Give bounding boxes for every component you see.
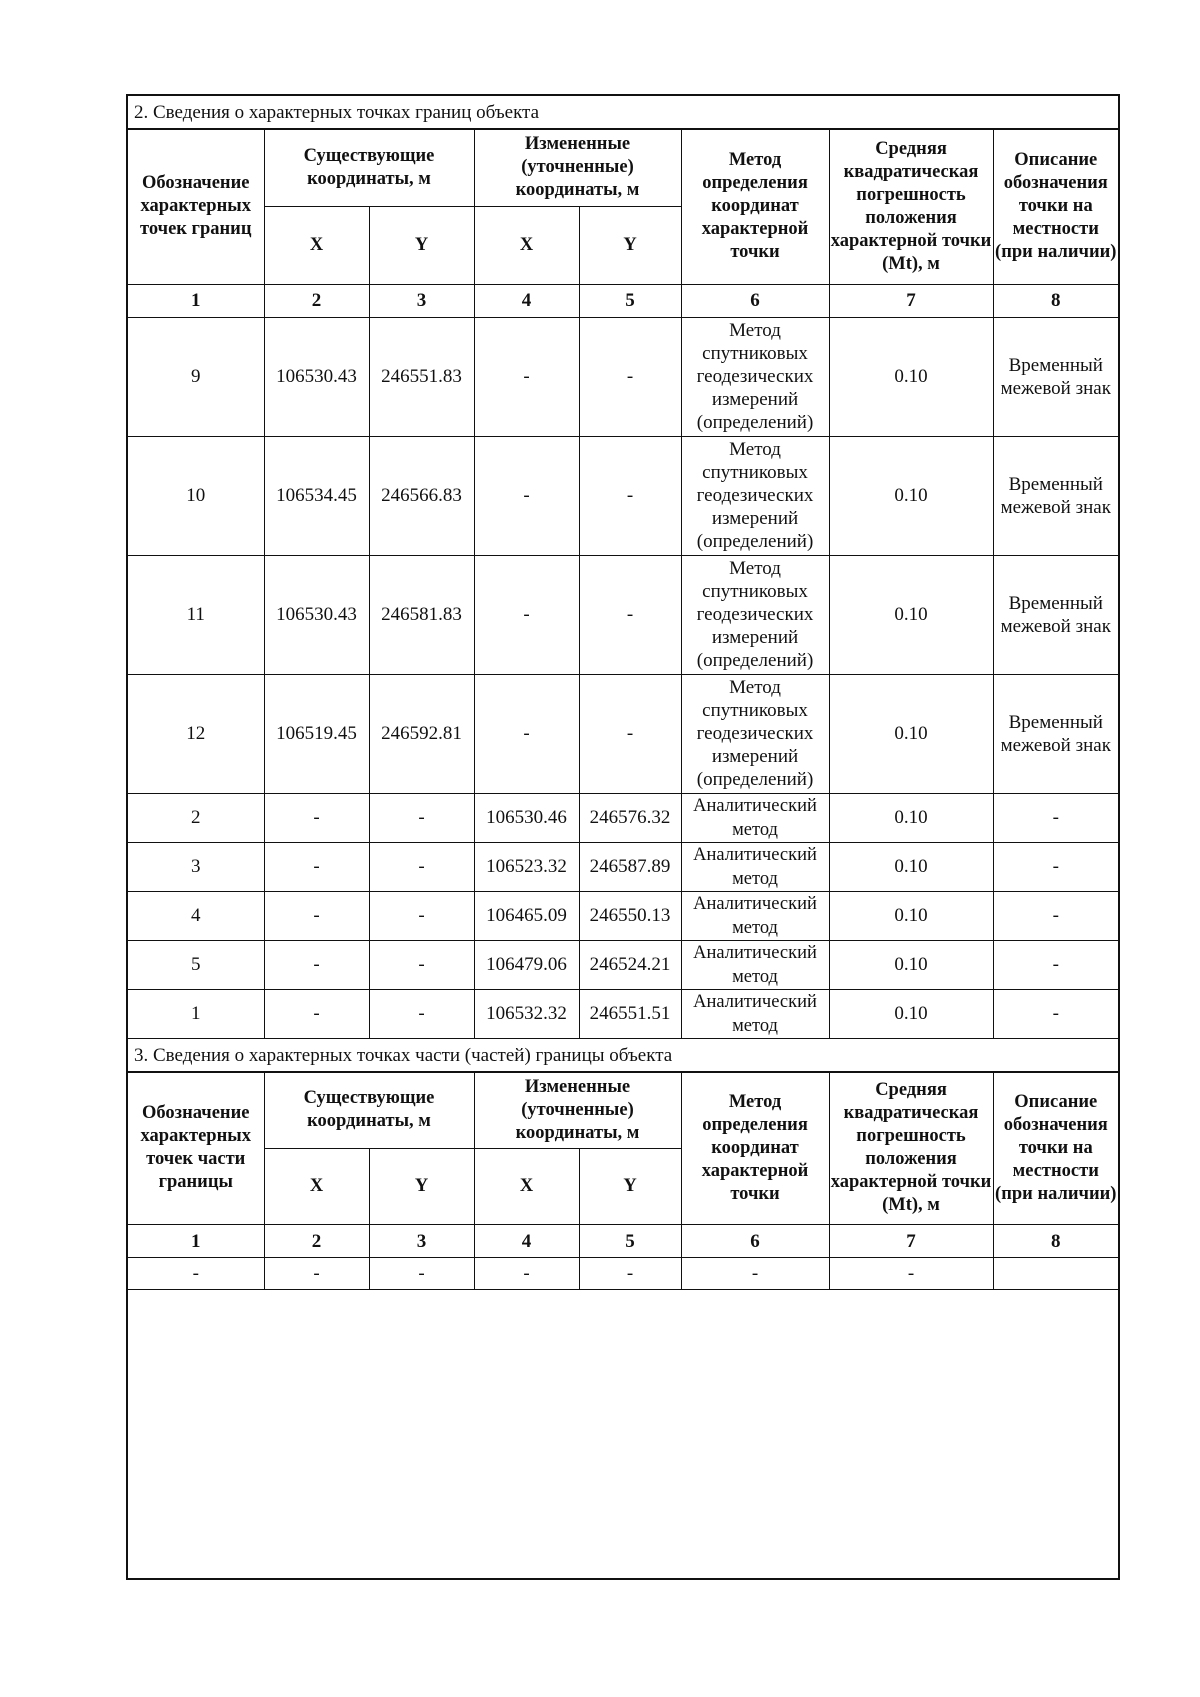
column-number-row (128, 284, 1118, 317)
existing-y: - (369, 940, 474, 989)
changed-x: - (474, 674, 579, 793)
header-changed-y: Y (579, 1149, 681, 1225)
table-row (128, 940, 1118, 989)
column-number: 4 (474, 1225, 579, 1258)
point-description: Временный межевой знак (993, 674, 1118, 793)
point-id: 12 (128, 674, 264, 793)
mean-error: 0.10 (829, 555, 993, 674)
point-id: 5 (128, 940, 264, 989)
point-id: 2 (128, 793, 264, 842)
method: Аналитический метод (681, 842, 829, 891)
method: Метод спутниковых геодезических измерений (определений) (681, 674, 829, 793)
existing-x: - (264, 793, 369, 842)
existing-x: 106534.45 (264, 436, 369, 555)
method: Метод спутниковых геодезических измерений (определений) (681, 317, 829, 436)
header-mean-error: Средняя квадратическая погрешность положения характерной точки (Mt), м (829, 130, 993, 284)
method: Аналитический метод (681, 940, 829, 989)
header-changed-x: X (474, 206, 579, 284)
method: - (681, 1258, 829, 1290)
changed-y: 246524.21 (579, 940, 681, 989)
changed-x: - (474, 555, 579, 674)
point-id: 9 (128, 317, 264, 436)
method: Аналитический метод (681, 989, 829, 1038)
table-row (128, 555, 1118, 674)
method: Метод спутниковых геодезических измерений (определений) (681, 436, 829, 555)
point-description: Временный межевой знак (993, 317, 1118, 436)
mean-error: 0.10 (829, 793, 993, 842)
changed-y: 246587.89 (579, 842, 681, 891)
changed-x: 106532.32 (474, 989, 579, 1038)
method: Аналитический метод (681, 891, 829, 940)
existing-y: 246592.81 (369, 674, 474, 793)
existing-x: - (264, 1258, 369, 1290)
changed-x: - (474, 317, 579, 436)
existing-x: - (264, 842, 369, 891)
changed-y: - (579, 317, 681, 436)
header-description: Описание обозначения точки на местности (при наличии) (993, 1073, 1118, 1225)
column-number: 8 (993, 284, 1118, 317)
header-changed-y: Y (579, 206, 681, 284)
column-number: 2 (264, 1225, 369, 1258)
point-description: - (993, 940, 1118, 989)
header-point-designation: Обозначение характерных точек части границы (128, 1073, 264, 1225)
header-existing-x: X (264, 206, 369, 284)
changed-y: - (579, 436, 681, 555)
section-3-title: 3. Сведения о характерных точках части (частей) границы объекта (128, 1039, 1118, 1073)
changed-y: 246576.32 (579, 793, 681, 842)
point-description (993, 1258, 1118, 1290)
mean-error: 0.10 (829, 891, 993, 940)
mean-error: 0.10 (829, 436, 993, 555)
table-row (128, 436, 1118, 555)
column-number: 4 (474, 284, 579, 317)
table-row (128, 842, 1118, 891)
existing-y: - (369, 891, 474, 940)
header-method: Метод определения координат характерной точки (681, 1073, 829, 1225)
existing-x: 106519.45 (264, 674, 369, 793)
table-row (128, 891, 1118, 940)
existing-x: - (264, 989, 369, 1038)
mean-error: - (829, 1258, 993, 1290)
changed-x: - (474, 436, 579, 555)
changed-y: - (579, 1258, 681, 1290)
changed-x: 106479.06 (474, 940, 579, 989)
method: Метод спутниковых геодезических измерений (определений) (681, 555, 829, 674)
column-number: 7 (829, 1225, 993, 1258)
column-number: 6 (681, 1225, 829, 1258)
table-row (128, 317, 1118, 436)
header-changed-x: X (474, 1149, 579, 1225)
column-number: 5 (579, 284, 681, 317)
changed-x: 106465.09 (474, 891, 579, 940)
section-2-title: 2. Сведения о характерных точках границ объекта (128, 96, 1118, 130)
header-point-designation: Обозначение характерных точек границ (128, 130, 264, 284)
table-row (128, 674, 1118, 793)
document-frame (126, 94, 1120, 1580)
point-id: 4 (128, 891, 264, 940)
column-number: 6 (681, 284, 829, 317)
existing-y: - (369, 793, 474, 842)
header-existing-x: X (264, 1149, 369, 1225)
point-id: 11 (128, 555, 264, 674)
existing-x: 106530.43 (264, 317, 369, 436)
column-number-row (128, 1225, 1118, 1258)
table-row (128, 793, 1118, 842)
changed-x: 106523.32 (474, 842, 579, 891)
existing-y: 246566.83 (369, 436, 474, 555)
header-existing-y: Y (369, 206, 474, 284)
column-number: 8 (993, 1225, 1118, 1258)
point-id: - (128, 1258, 264, 1290)
header-changed-coords: Измененные (уточненные) координаты, м (474, 1073, 681, 1149)
header-existing-coords: Существующие координаты, м (264, 1073, 474, 1149)
table-row (128, 1258, 1118, 1290)
mean-error: 0.10 (829, 317, 993, 436)
column-number: 3 (369, 1225, 474, 1258)
header-changed-coords: Измененные (уточненные) координаты, м (474, 130, 681, 206)
header-existing-y: Y (369, 1149, 474, 1225)
changed-y: 246550.13 (579, 891, 681, 940)
section-2-table (128, 130, 1118, 1039)
header-mean-error: Средняя квадратическая погрешность положения характерной точки (Mt), м (829, 1073, 993, 1225)
section-3-table (128, 1073, 1118, 1291)
column-number: 7 (829, 284, 993, 317)
point-id: 1 (128, 989, 264, 1038)
mean-error: 0.10 (829, 989, 993, 1038)
point-id: 10 (128, 436, 264, 555)
existing-x: - (264, 940, 369, 989)
header-description: Описание обозначения точки на местности (при наличии) (993, 130, 1118, 284)
existing-x: 106530.43 (264, 555, 369, 674)
header-method: Метод определения координат характерной точки (681, 130, 829, 284)
column-number: 5 (579, 1225, 681, 1258)
column-number: 2 (264, 284, 369, 317)
mean-error: 0.10 (829, 674, 993, 793)
point-description: - (993, 793, 1118, 842)
point-description: - (993, 989, 1118, 1038)
existing-y: 246551.83 (369, 317, 474, 436)
existing-y: - (369, 842, 474, 891)
header-existing-coords: Существующие координаты, м (264, 130, 474, 206)
point-description: Временный межевой знак (993, 555, 1118, 674)
point-description: - (993, 891, 1118, 940)
method: Аналитический метод (681, 793, 829, 842)
mean-error: 0.10 (829, 842, 993, 891)
changed-y: - (579, 674, 681, 793)
changed-x: 106530.46 (474, 793, 579, 842)
column-number: 3 (369, 284, 474, 317)
point-id: 3 (128, 842, 264, 891)
existing-y: - (369, 1258, 474, 1290)
mean-error: 0.10 (829, 940, 993, 989)
changed-y: 246551.51 (579, 989, 681, 1038)
blank-area (128, 1290, 1118, 1570)
changed-y: - (579, 555, 681, 674)
existing-y: - (369, 989, 474, 1038)
table-row (128, 989, 1118, 1038)
column-number: 1 (128, 284, 264, 317)
existing-x: - (264, 891, 369, 940)
changed-x: - (474, 1258, 579, 1290)
column-number: 1 (128, 1225, 264, 1258)
point-description: - (993, 842, 1118, 891)
point-description: Временный межевой знак (993, 436, 1118, 555)
existing-y: 246581.83 (369, 555, 474, 674)
